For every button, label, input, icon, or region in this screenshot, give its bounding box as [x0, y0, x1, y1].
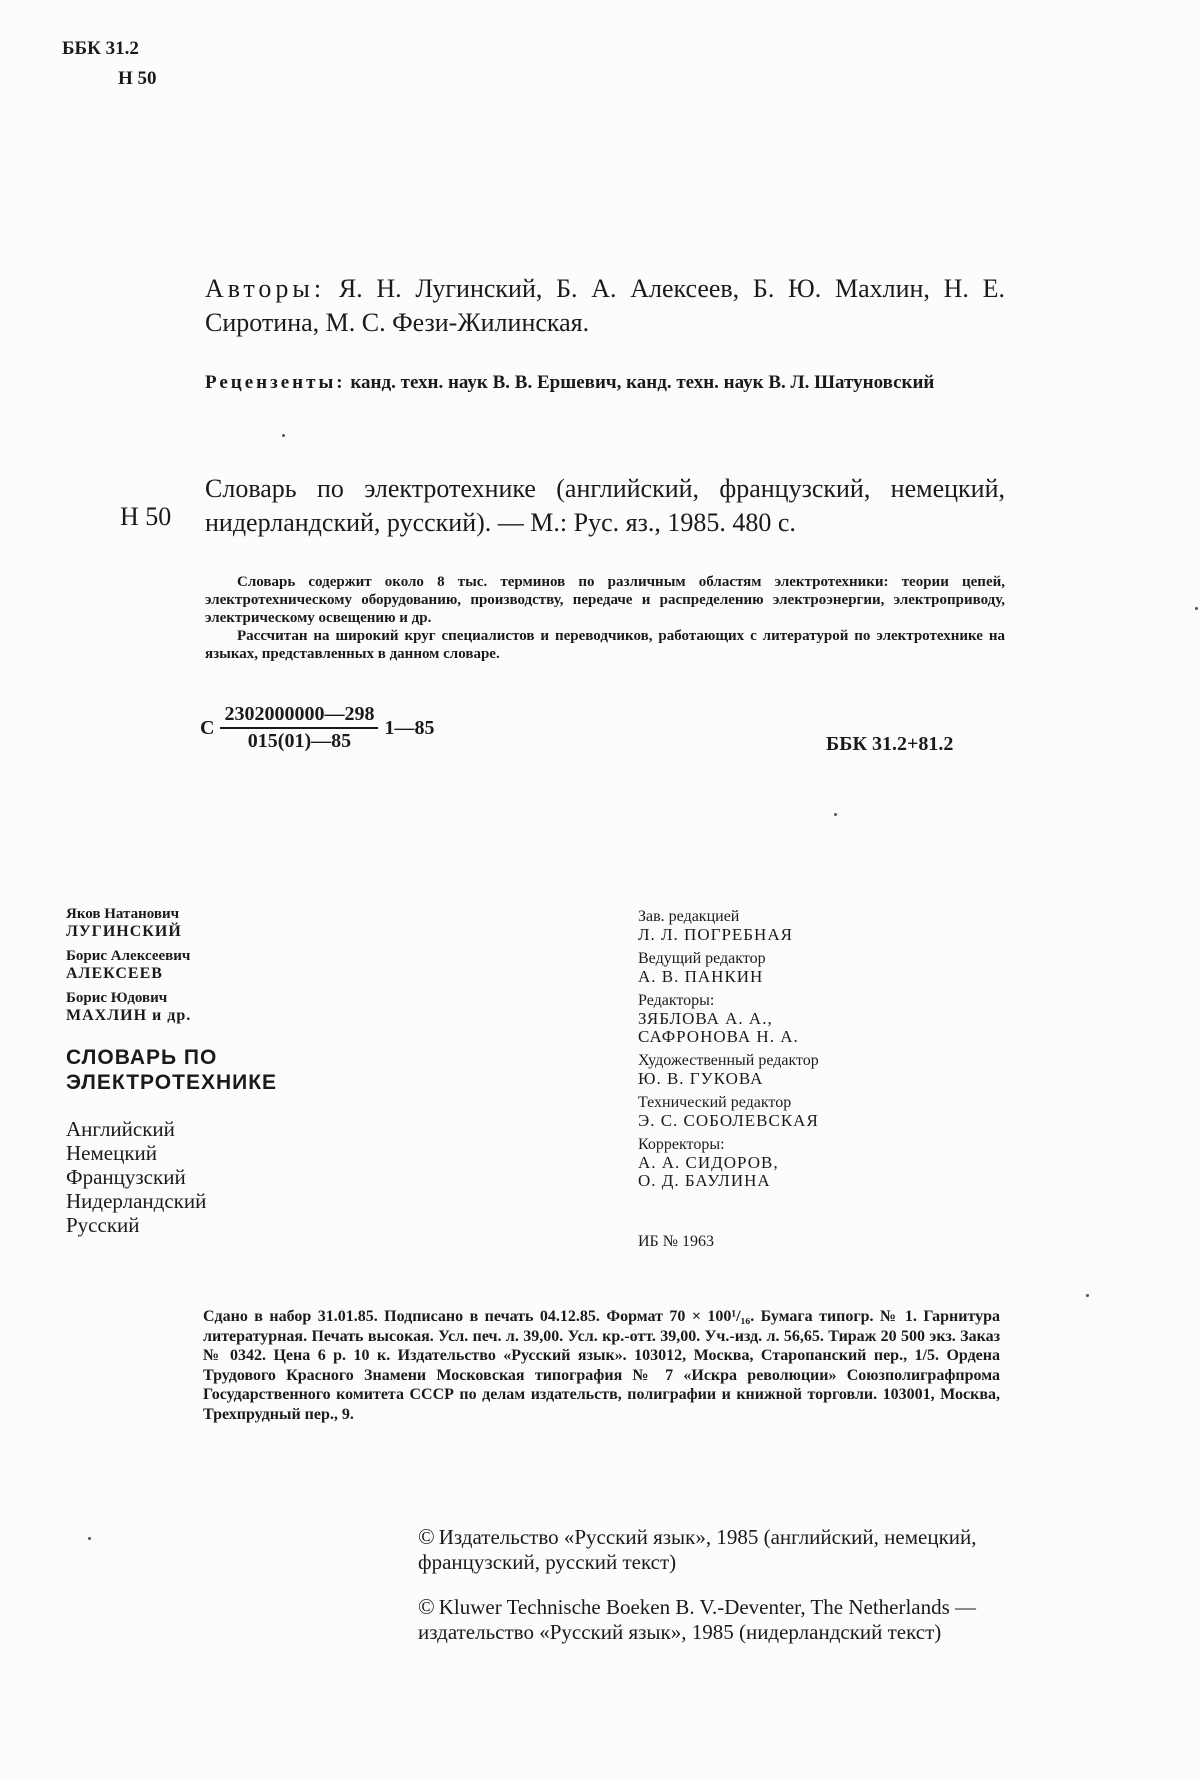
- person-first-name: Яков Натанович: [66, 906, 180, 922]
- classification-formula: [200, 703, 434, 753]
- role-name: ЗЯБЛОВА А. А.,: [638, 1009, 773, 1028]
- bbk-code: ББК 31.2: [62, 38, 139, 59]
- annotation: [205, 573, 1005, 663]
- person-first-name: Борис Юдович: [66, 990, 168, 1006]
- person-last-name: АЛЕКСЕЕВ: [66, 965, 163, 982]
- role-name: САФРОНОВА Н. А.: [638, 1027, 799, 1046]
- catalog-index: Н 50: [120, 502, 172, 531]
- formula-numerator: 2302000000—298: [220, 703, 378, 729]
- role-name: А. В. ПАНКИН: [638, 967, 764, 986]
- role-name: А. А. СИДОРОВ,: [638, 1153, 779, 1172]
- language-item: Русский: [66, 1213, 140, 1237]
- annotation-paragraph-1: Словарь содержит около 8 тыс. терминов по различным областям электротехники: теории цепей, электротехническому оборудованию, производству, передаче и распределению электроэнергии, электроприводу, электрическому освещению и др.: [205, 574, 1005, 626]
- role-title: Ведущий редактор: [638, 950, 766, 967]
- formula-prefix: С: [200, 716, 215, 739]
- role-name: Л. Л. ПОГРЕБНАЯ: [638, 925, 793, 944]
- role-title: Технический редактор: [638, 1094, 792, 1111]
- bibliographic-title: Словарь по электротехнике (английский, французский, немецкий, нидерландский, русский). — М.: Рус. яз., 1985. 480 с.: [205, 474, 1005, 537]
- book-title-line-2: ЭЛЕКТРОТЕХНИКЕ: [66, 1071, 278, 1094]
- copyright-notice-1: [418, 1524, 1003, 1575]
- author-credits: [66, 905, 486, 1237]
- role-title: Редакторы:: [638, 992, 715, 1009]
- reviewers-block: [205, 370, 995, 395]
- scan-speck: [834, 813, 837, 816]
- ib-number: ИБ № 1963: [638, 1233, 715, 1250]
- credit-role: [638, 1052, 958, 1088]
- bbk-full-code: ББК 31.2+81.2: [826, 733, 954, 755]
- role-name: Э. С. СОБОЛЕВСКАЯ: [638, 1111, 819, 1130]
- scan-speck: [282, 434, 285, 437]
- book-title: [66, 1045, 486, 1095]
- credit-role: [638, 908, 958, 944]
- copyright-text-2: Kluwer Technische Boeken B. V.-Deventer, The Netherlands — издательство «Русский язык», 1985 (нидерландский текст): [418, 1595, 977, 1644]
- person: [66, 905, 486, 941]
- role-name: О. Д. БАУЛИНА: [638, 1171, 771, 1190]
- scan-speck: [88, 1537, 91, 1540]
- copyright-icon: ©: [418, 1524, 435, 1549]
- person-last-name: МАХЛИН и др.: [66, 1007, 192, 1024]
- language-item: Немецкий: [66, 1141, 158, 1165]
- credit-role: [638, 992, 958, 1046]
- language-item: Французский: [66, 1165, 186, 1189]
- authors-block: [205, 272, 1005, 340]
- language-item: Нидерландский: [66, 1189, 207, 1213]
- annotation-paragraph-2: Рассчитан на широкий круг специалистов и переводчиков, работающих с литературой по электротехнике на языках, представленных в данном словаре.: [205, 628, 1005, 662]
- credit-role: [638, 1094, 958, 1130]
- formula-denominator: 015(01)—85: [247, 730, 352, 752]
- print-details: Сдано в набор 31.01.85. Подписано в печать 04.12.85. Формат 70 × 100¹/₁₆. Бумага типогр. № 1. Гарнитура литературная. Печать высокая. Усл. печ. л. 39,00. Усл. кр.-отт. 39,00. Уч.-изд. л. 56,65. Тираж 20 500 экз. Заказ № 0342. Цена 6 р. 10 к. Издательство «Русский язык». 103012, Москва, Старопанский пер., 1/5. Ордена Трудового Красного Знамени Московская типография № 7 «Искра революции» Союзполиграфпрома Государственного комитета СССР по делам издательств, полиграфии и книжной торговли. 103001, Москва, Трехпрудный пер., 9.: [203, 1308, 1000, 1423]
- scan-speck: [1195, 607, 1198, 610]
- role-title: Корректоры:: [638, 1136, 725, 1153]
- authors-label: Авторы:: [205, 274, 326, 303]
- book-title-line-1: СЛОВАРЬ ПО: [66, 1046, 218, 1069]
- role-title: Художественный редактор: [638, 1052, 819, 1069]
- person: [66, 947, 486, 983]
- person: [66, 989, 486, 1025]
- language-item: Английский: [66, 1117, 175, 1141]
- languages-list: [66, 1117, 486, 1237]
- role-name: Ю. В. ГУКОВА: [638, 1069, 764, 1088]
- role-title: Зав. редакцией: [638, 908, 740, 925]
- reviewers-label: Рецензенты:: [205, 372, 346, 393]
- formula-suffix: 1—85: [384, 716, 435, 739]
- copyright-notice-2: [418, 1594, 1003, 1645]
- authors-text: Я. Н. Лугинский, Б. А. Алексеев, Б. Ю. Махлин, Н. Е. Сиротина, М. С. Фези-Жилинская.: [205, 274, 1005, 337]
- scan-speck: [1086, 1294, 1089, 1297]
- copyright-text-1: Издательство «Русский язык», 1985 (английский, немецкий, французский, русский текст): [418, 1525, 977, 1574]
- credit-role: [638, 950, 958, 986]
- person-last-name: ЛУГИНСКИЙ: [66, 923, 182, 940]
- formula-fraction: [220, 703, 378, 753]
- copyright-icon: ©: [418, 1594, 435, 1619]
- author-sign-code: Н 50: [118, 68, 157, 89]
- editorial-credits: [638, 908, 958, 1196]
- reviewers-text: канд. техн. наук В. В. Ершевич, канд. техн. наук В. Л. Шатуновский: [350, 372, 935, 393]
- person-first-name: Борис Алексеевич: [66, 948, 191, 964]
- credit-role: [638, 1136, 958, 1190]
